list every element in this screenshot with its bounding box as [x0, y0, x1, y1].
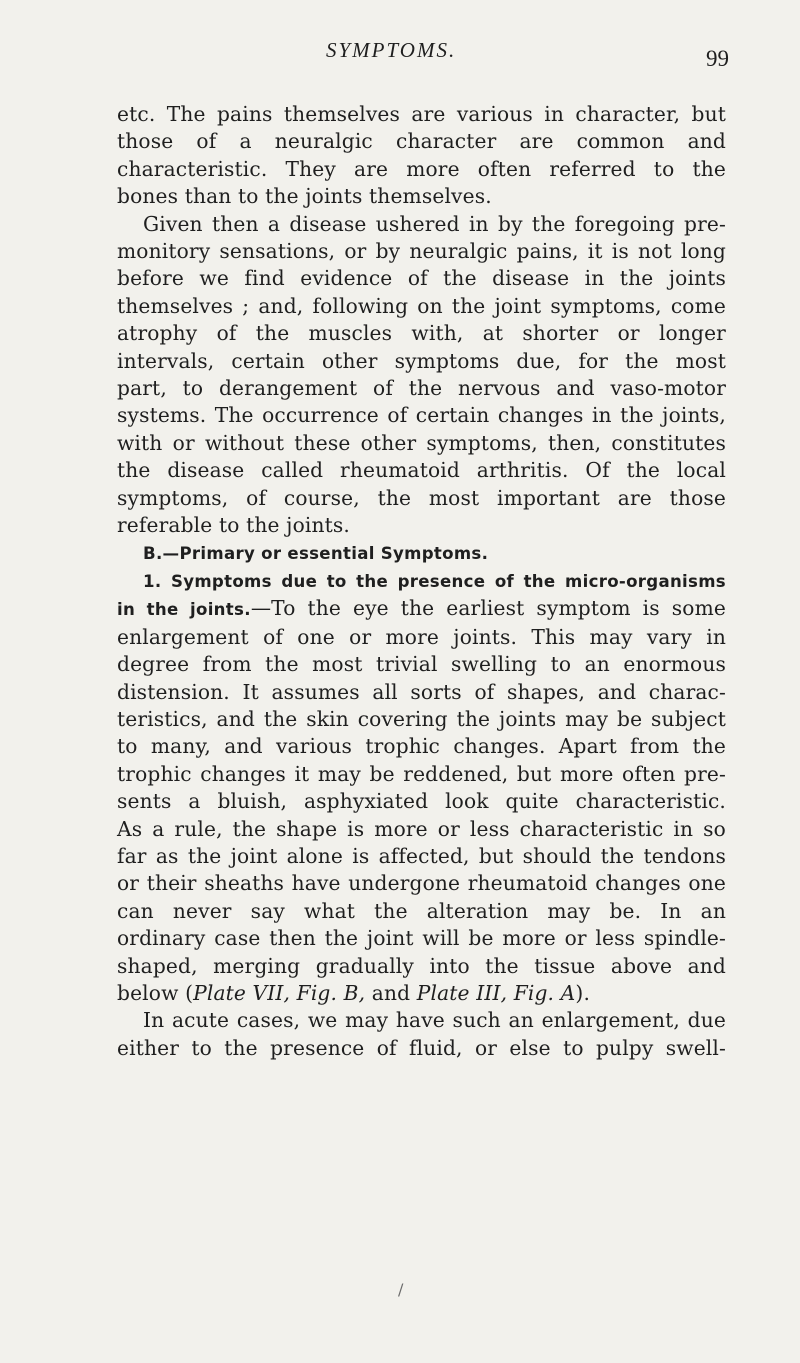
- text-line: before we find evidence of the disease in the joints: [117, 266, 726, 291]
- text-line: enlargement of one or more joints. This may vary in: [117, 624, 726, 649]
- text-line: part, to derangement of the nervous and vaso-motor: [117, 376, 726, 401]
- text-line: trophic changes it may be reddened, but more often pre-: [117, 761, 726, 786]
- text-line: characteristic. They are more often referred to the: [117, 156, 726, 181]
- text-line: [117, 980, 726, 1007]
- stray-mark: /: [398, 1280, 404, 1299]
- text-line: [117, 595, 726, 623]
- section-heading: B.—Primary or essential Symptoms.: [143, 543, 489, 563]
- text-fragment: below (: [117, 981, 194, 1005]
- text-line: bones than to the joints themselves.: [117, 184, 492, 209]
- subsection-heading-line: [117, 567, 726, 595]
- text-line: can never say what the alteration may be. In an: [117, 898, 726, 923]
- text-line: etc. The pains themselves are various in character, but: [117, 102, 726, 126]
- text-line: the disease called rheumatoid arthritis. Of the local: [117, 458, 726, 483]
- running-title: SYMPTOMS.: [326, 38, 457, 62]
- text-line: sents a bluish, asphyxiated look quite characteristic.: [117, 789, 726, 814]
- text-line: either to the presence of fluid, or else to pulpy swell-: [117, 1035, 726, 1060]
- text-line: Given then a disease ushered in by the foregoing pre-: [143, 211, 726, 236]
- running-head: [0, 38, 800, 78]
- text-line: degree from the most trivial swelling to an enormous: [117, 652, 726, 677]
- text-line: symptoms, of course, the most important are those: [117, 485, 726, 510]
- plate-reference: Plate III, Fig. A: [416, 981, 576, 1005]
- text-line: teristics, and the skin covering the joints may be subject: [117, 706, 726, 731]
- text-line: In acute cases, we may have such an enlargement, due: [143, 1008, 726, 1033]
- subsection-heading: 1. Symptoms due to the presence of the micro-organisms: [143, 571, 726, 591]
- plate-reference: Plate VII, Fig. B,: [193, 981, 366, 1005]
- text-line: intervals, certain other symptoms due, for the most: [117, 348, 726, 373]
- subsection-heading-continued: in the joints.: [117, 600, 251, 620]
- text-fragment: and: [365, 981, 417, 1005]
- text-line: those of a neuralgic character are common and: [117, 129, 726, 154]
- text-line: shaped, merging gradually into the tissue above and: [117, 953, 726, 978]
- text-line: atrophy of the muscles with, at shorter or longer: [117, 321, 726, 346]
- text-line: systems. The occurrence of certain changes in the joints,: [117, 403, 726, 428]
- text-line: themselves ; and, following on the joint symptoms, come: [117, 293, 726, 318]
- text-line: As a rule, the shape is more or less characteristic in so: [117, 816, 726, 841]
- text-fragment: ).: [575, 981, 591, 1005]
- body-text: [117, 101, 726, 1062]
- text-line: with or without these other symptoms, then, constitutes: [117, 430, 726, 455]
- text-line: to many, and various trophic changes. Apart from the: [117, 734, 726, 759]
- text-line: monitory sensations, or by neuralgic pains, it is not long: [117, 239, 726, 264]
- text-line: or their sheaths have undergone rheumatoid changes one: [117, 871, 726, 896]
- text-fragment: —To the eye the earliest symptom is some: [250, 596, 726, 621]
- text-line: distension. It assumes all sorts of shapes, and charac-: [117, 679, 726, 704]
- text-line: far as the joint alone is affected, but should the tendons: [117, 843, 726, 868]
- text-line: referable to the joints.: [117, 513, 350, 538]
- text-line: ordinary case then the joint will be more or less spindle-: [117, 926, 726, 951]
- page-number: 99: [706, 46, 729, 71]
